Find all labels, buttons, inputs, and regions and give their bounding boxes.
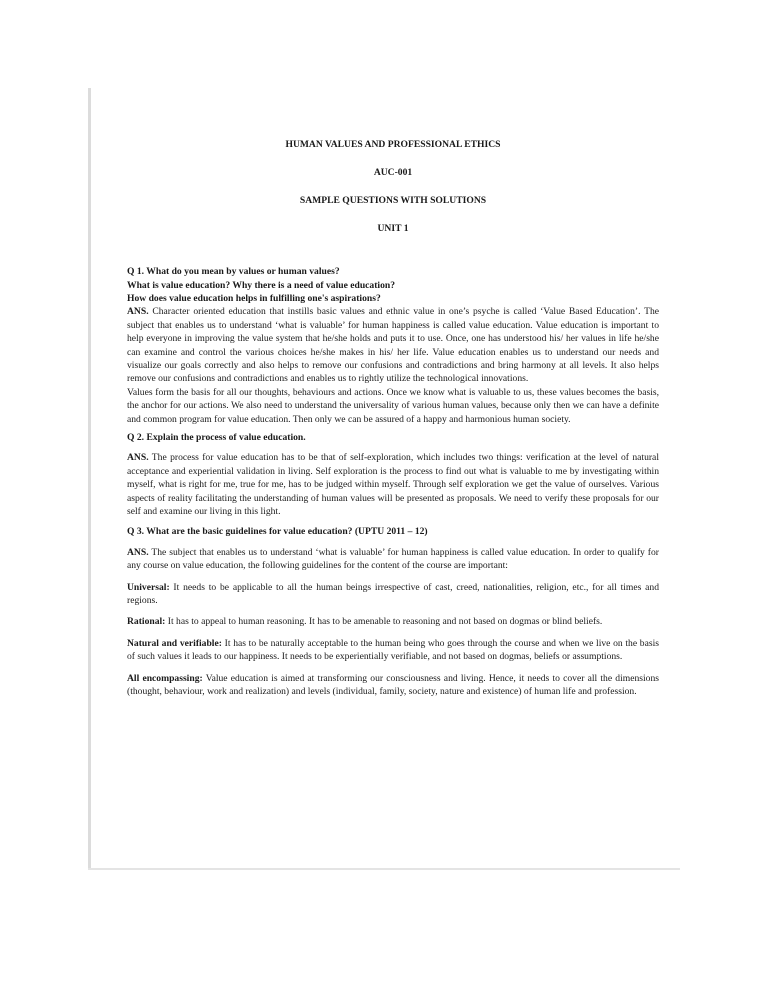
- question-2: [127, 431, 659, 518]
- guideline-natural: [127, 637, 659, 664]
- q1-answer-p2: Values form the basis for all our thoughts, behaviours and actions. Once we know what is valuable to us, these values becomes the basis, the anchor for our actions. We also need to understand the universality of various human values, because only then we can have a definite and common program for value education. Then only we can be assured of a happy and harmonious human society.: [127, 386, 659, 425]
- q1-line-3: How does value education helps in fulfilling one's aspirations?: [127, 292, 381, 304]
- document-header: [127, 138, 659, 235]
- q1-ans-label: ANS.: [127, 306, 149, 318]
- guideline-encompassing: [127, 672, 659, 699]
- q1-answer-p1: [127, 305, 659, 385]
- course-code: AUC-001: [373, 166, 413, 178]
- rational-label: Rational:: [127, 616, 166, 628]
- page-edge-bottom: [88, 868, 680, 870]
- q1-line-2: What is value education? Why there is a need of value education?: [127, 279, 396, 291]
- guideline-rational: [127, 615, 659, 628]
- guideline-universal: [127, 581, 659, 608]
- q2-ans-label: ANS.: [127, 452, 149, 464]
- encompassing-text: Value education is aimed at transforming our consciousness and living. Hence, it needs to cover all the dimensions (thought, behaviour, work and realization) and levels (individual, family, society, nature and existence) of human life and profession.: [127, 672, 659, 698]
- q3-answer: [127, 546, 659, 573]
- q3-question: Q 3. What are the basic guidelines for value education? (UPTU 2011 – 12): [127, 526, 428, 538]
- rational-text: It has to appeal to human reasoning. It has to be amenable to reasoning and not based on dogmas or blind beliefs.: [165, 616, 603, 628]
- q1-line-1: Q 1. What do you mean by values or human values?: [127, 266, 340, 278]
- document-page: [127, 138, 659, 699]
- question-1: [127, 265, 659, 426]
- page-edge-left: [88, 88, 91, 870]
- q2-question: Q 2. Explain the process of value education.: [127, 432, 306, 443]
- universal-text: It needs to be applicable to all the human beings irrespective of cast, creed, nationalities, religion, etc., for all times and regions.: [127, 581, 659, 607]
- q2-answer-text: The process for value education has to be that of self-exploration, which includes two things: verification at the level of natural acceptance and experiential validation in living. Self exploration is the process to find out what is valuable to me by investigating within myself, what is right for me, true for me, has to be judged within myself. Through self exploration we get the value of ourselves. Various aspects of reality facilitating the understanding of human values will be presented as proposals. We need to verify these proposals for our self and examine our living in this light.: [127, 452, 659, 518]
- document-title: HUMAN VALUES AND PROFESSIONAL ETHICS: [285, 139, 501, 150]
- document-subtitle: SAMPLE QUESTIONS WITH SOLUTIONS: [299, 194, 487, 206]
- unit-label: UNIT 1: [377, 222, 409, 234]
- natural-label: Natural and verifiable:: [127, 637, 222, 649]
- q3-ans-label: ANS.: [127, 546, 149, 558]
- natural-text: It has to be naturally acceptable to the human being who goes through the course and when we live on the basis of such values it leads to our happiness. It needs to be experientially verifiable, and not based on dogmas, beliefs or assumptions.: [127, 637, 659, 663]
- question-3: [127, 525, 659, 698]
- universal-label: Universal:: [127, 581, 170, 593]
- q1-answer-text-1: Character oriented education that instills basic values and ethnic value in one’s psyche is called ‘Value Based Education’. The subject that enables us to understand ‘what is valuable’ for human happiness is called value education. Value education is important to help everyone in improving the value system that he/she holds and puts it to use. Once, one has understood his/ her values in life he/she can examine and control the various choices he/she makes in his/ her life. Value education enables us to understand our needs and visualize our goals correctly and also helps to remove our confusions and contradictions and bring harmony at all levels. It also helps remove our confusions and contradictions and enables us to rightly utilize the technological innovations.: [127, 306, 659, 385]
- q3-answer-text: The subject that enables us to understand ‘what is valuable’ for human happiness is called value education. In order to qualify for any course on value education, the following guidelines for the content of the course are important:: [127, 546, 659, 572]
- encompassing-label: All encompassing:: [127, 672, 203, 684]
- q2-answer: [127, 451, 659, 518]
